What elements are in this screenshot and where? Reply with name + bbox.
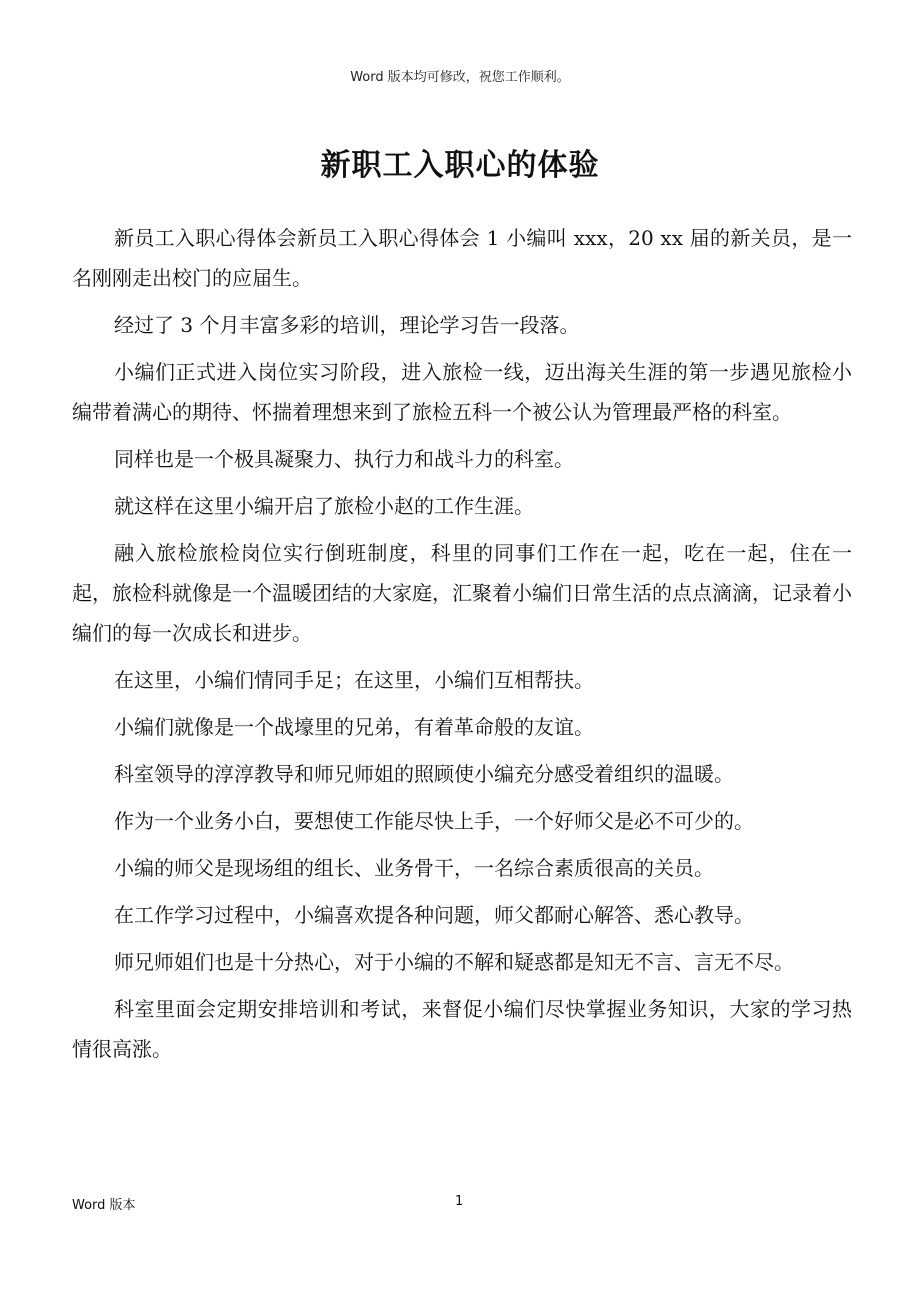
paragraph: 融入旅检旅检岗位实行倒班制度，科里的同事们工作在一起，吃在一起，住在一起，旅检科就像是一个温暖团结的大家庭，汇聚着小编们日常生活的点点滴滴，记录着小编们的每一次成长和进步。 — [72, 541, 852, 645]
paragraph: 就这样在这里小编开启了旅检小赵的工作生涯。 — [114, 494, 534, 518]
paragraph: 在工作学习过程中，小编喜欢提各种问题，师父都耐心解答、悉心教导。 — [114, 903, 754, 927]
paragraph: 师兄师姐们也是十分热心，对于小编的不解和疑惑都是知无不言、言无不尽。 — [114, 950, 794, 974]
paragraph: 科室里面会定期安排培训和考试，来督促小编们尽快掌握业务知识，大家的学习热情很高涨。 — [72, 997, 852, 1061]
page-number: 1 — [455, 1194, 464, 1209]
footer-label: Word 版本 — [72, 1198, 136, 1213]
paragraph: 小编们正式进入岗位实习阶段，进入旅检一线，迈出海关生涯的第一步遇见旅检小编带着满心的期待、怀揣着理想来到了旅检五科一个被公认为管理最严格的科室。 — [72, 360, 852, 424]
paragraph: 同样也是一个极具凝聚力、执行力和战斗力的科室。 — [114, 447, 574, 471]
paragraph: 小编们就像是一个战壕里的兄弟，有着革命般的友谊。 — [114, 715, 594, 739]
paragraph: 作为一个业务小白，要想使工作能尽快上手，一个好师父是必不可少的。 — [114, 809, 754, 833]
header-note: Word 版本均可修改，祝您工作顺利。 — [350, 70, 570, 85]
document-body — [72, 218, 852, 1076]
paragraph: 小编的师父是现场组的组长、业务骨干，一名综合素质很高的关员。 — [114, 856, 714, 880]
document-title: 新职工入职心的体验 — [320, 148, 600, 183]
paragraph: 新员工入职心得体会新员工入职心得体会 1 小编叫 xxx，20 xx 届的新关员，是一名刚刚走出校门的应届生。 — [72, 226, 852, 290]
paragraph: 经过了 3 个月丰富多彩的培训，理论学习告一段落。 — [114, 313, 580, 337]
paragraph: 在这里，小编们情同手足；在这里，小编们互相帮扶。 — [114, 668, 594, 692]
paragraph: 科室领导的淳淳教导和师兄师姐的照顾使小编充分感受着组织的温暖。 — [114, 762, 734, 786]
